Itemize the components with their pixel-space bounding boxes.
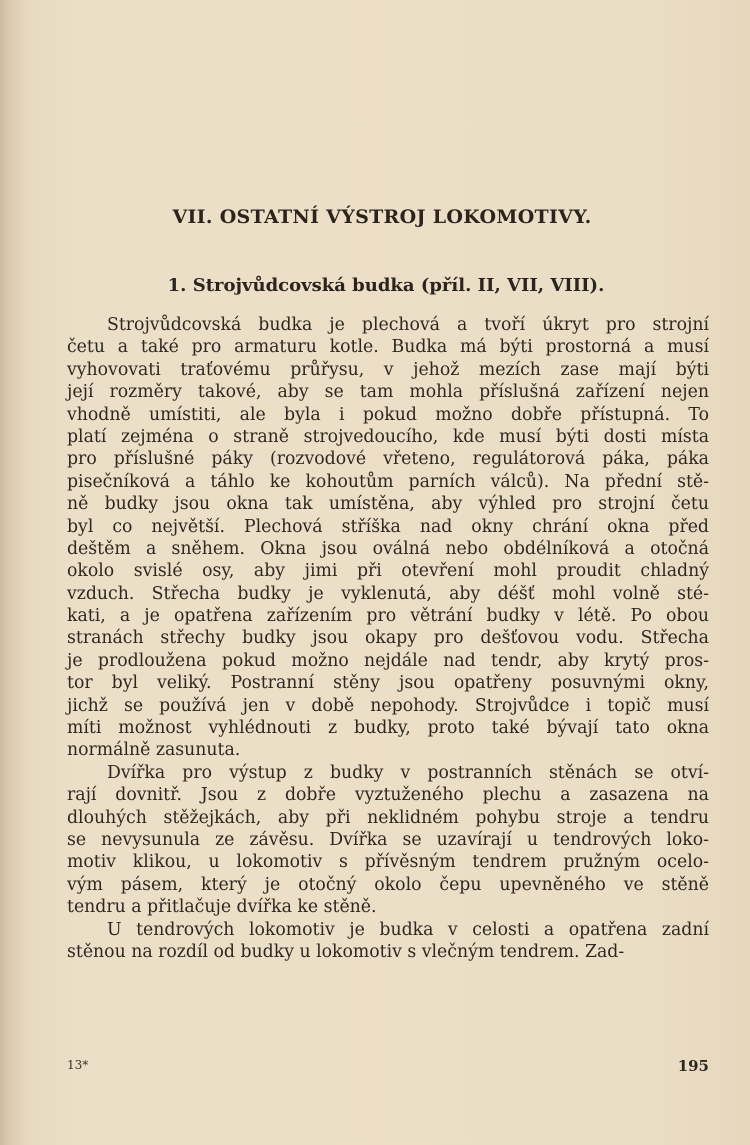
text-line: její rozměry takové, aby se tam mohla příslušná zařízení nejen: [67, 382, 709, 403]
text-line: U tendrových lokomotiv je budka v celosti a opatřena zadní: [107, 919, 709, 940]
section-reference: (příl. II, VII, VIII).: [420, 275, 605, 296]
text-line: rají dovnitř. Jsou z dobře vyztuženého plechu a zasazena na: [67, 785, 709, 806]
text-line: Strojvůdcovská budka je plechová a tvoří úkryt pro strojní: [107, 315, 709, 335]
paragraph: [67, 314, 709, 762]
paragraph: [67, 919, 709, 964]
text-line: pro příslušné páky (rozvodové vřeteno, regulátorová páka, páka: [67, 449, 709, 470]
text-line: vhodně umístiti, ale byla i pokud možno dobře přístupná. To: [67, 404, 709, 425]
text-line: tor byl veliký. Postranní stěny jsou opatřeny posuvnými okny,: [67, 673, 709, 694]
text-line: se nevysunula ze závěsu. Dvířka se uzavírají u tendrových loko-: [67, 829, 709, 850]
section-title: Strojvůdcovská budka: [192, 275, 415, 296]
text-line: okolo svislé osy, aby jimi při otevření mohl proudit chladný: [67, 561, 709, 582]
text-line: motiv klikou, u lokomotiv s přívěsným tendrem pružným ocelo-: [67, 852, 709, 873]
section-heading: [0, 275, 750, 296]
text-line: dlouhých stěžejkách, aby při neklidném pohybu stroje a tendru: [67, 807, 709, 828]
text-line: platí zejména o straně strojvedoucího, kde musí býti dosti místa: [67, 426, 709, 447]
text-line: ně budky jsou okna tak umístěna, aby výhled pro strojní četu: [67, 494, 709, 515]
body-text: [67, 314, 709, 963]
page-number: 195: [677, 1057, 709, 1075]
text-line: stranách střechy budky jsou okapy pro dešťovou vodu. Střecha: [67, 628, 709, 649]
text-line: je prodloužena pokud možno nejdále nad tendr, aby krytý pros-: [67, 650, 709, 671]
text-line: kati, a je opatřena zařízením pro větrání budky v létě. Po obou: [67, 606, 709, 627]
section-number: 1.: [167, 275, 187, 296]
text-line: vyhovovati traťovému průřysu, v jehož mezích zase mají býti: [67, 359, 709, 380]
text-line: Dvířka pro výstup z budky v postranních stěnách se otví-: [107, 762, 709, 783]
paragraph: [67, 762, 709, 919]
printer-signature: 13*: [67, 1058, 89, 1072]
text-line: byl co největší. Plechová stříška nad okny chrání okna před: [67, 516, 709, 537]
text-line: vým pásem, který je otočný okolo čepu upevněného ve stěně: [67, 874, 709, 895]
text-line: deštěm a sněhem. Okna jsou oválná nebo obdélníková a otočná: [67, 538, 709, 559]
text-line: tendru a přitlačuje dvířka ke stěně.: [67, 897, 377, 918]
chapter-title: VII. OSTATNÍ VÝSTROJ LOKOMOTIVY.: [172, 206, 592, 228]
text-line: stěnou na rozdíl od budky u lokomotiv s vlečným tendrem. Zad-: [67, 941, 625, 962]
text-line: pisečníková a táhlo ke kohoutům parních válců). Na přední stě-: [67, 471, 709, 492]
text-line: míti možnost vyhlédnouti z budky, proto také bývají tato okna: [67, 718, 709, 739]
text-line: četu a také pro armaturu kotle. Budka má býti prostorná a musí: [67, 337, 709, 358]
text-line: jichž se používá jen v době nepohody. Strojvůdce i topič musí: [67, 695, 709, 716]
text-line: vzduch. Střecha budky je vyklenutá, aby déšť mohl volně sté-: [67, 583, 709, 604]
text-line: normálně zasunuta.: [67, 740, 241, 761]
